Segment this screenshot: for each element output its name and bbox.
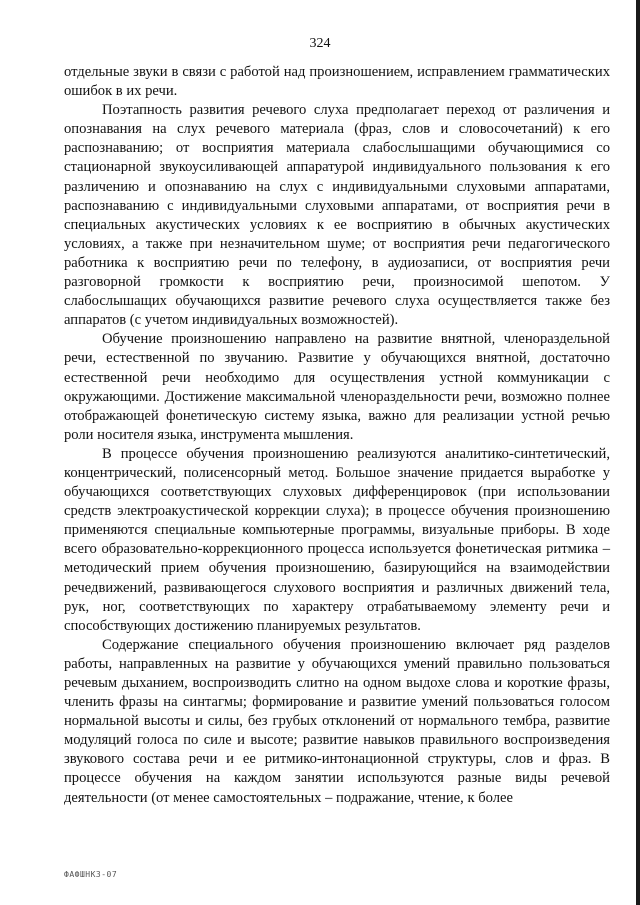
footer-stamp: ФАФШНКЗ-07 [64, 870, 118, 879]
paragraph-pronunciation-content: Содержание специального обучения произношению включает ряд разделов работы, направленных на развитие у обучающихся умений правильно пользоваться речевым дыханием, воспроизводить слитно на одном выдохе слова и короткие фразы, членить фразы на синтагмы; формирование и развитие умений пользоваться голосом нормальной высоты и силы, без грубых отклонений от нормального тембра, развитие модуляций голоса по силе и высоте; развитие навыков правильного воспроизведения звукового состава речи и ее ритмико-интонационной структуры, слов и фраз. В процессе обучения на каждом занятии используются разные виды речевой деятельности (от менее самостоятельных – подражание, чтение, к более [64, 636, 610, 806]
scan-edge [636, 0, 640, 905]
page-number: 324 [309, 36, 331, 51]
document-body [64, 63, 610, 808]
paragraph-continuation: отдельные звуки в связи с работой над произношением, исправлением грамматических ошибок в их речи. [64, 64, 610, 100]
paragraph-pronunciation-goal: Обучение произношению направлено на развитие внятной, членораздельной речи, естественной по звучанию. Развитие у обучающихся внятной, достаточно естественной речи необходимо для осуществления устной коммуникации с окружающими. Достижение максимальной членораздельности речи, возможно полнее отображающей фонетическую систему языка, важно для реализации устной речью роли носителя языка, инструмента мышления. [64, 331, 610, 443]
paragraph-pronunciation-methods: В процессе обучения произношению реализуются аналитико-синтетический, концентрический, полисенсорный метод. Большое значение придается выработке у обучающихся соответствующих слуховых дифференцировок (при использовании средств электроакустической коррекции слуха); в процессе обучения произношению применяются специальные компьютерные программы, визуальные приборы. В ходе всего образовательно-коррекционного процесса используется фонетическая ритмика – методический прием обучения произношению, базирующийся на взаимодействии речедвижений, развивающегося слухового восприятия и различных движений тела, рук, ног, соответствующих по характеру отрабатываемому элементу речи и способствующих достижению планируемых результатов. [64, 445, 610, 634]
paragraph-speech-hearing: Поэтапность развития речевого слуха предполагает переход от различения и опознавания на слух речевого материала (фраз, слов и словосочетаний) к его распознаванию; от восприятия материала слабослышащими обучающимися со стационарной звукоусиливающей аппаратурой индивидуального пользования к его различению и опознаванию на слух с индивидуальными слуховыми аппаратами, распознаванию с индивидуальными слуховыми аппаратами, от восприятия речи в специальных акустических условиях к ее восприятию в обычных акустических условиях, а также при незначительном шуме; от восприятия речи педагогического работника к восприятию речи по телефону, в аудиозаписи, от восприятия речи разговорной громкости к восприятию речи, произносимой шепотом. У слабослышащих обучающихся развитие речевого слуха осуществляется также без аппаратов (с учетом индивидуальных возможностей). [64, 102, 610, 329]
